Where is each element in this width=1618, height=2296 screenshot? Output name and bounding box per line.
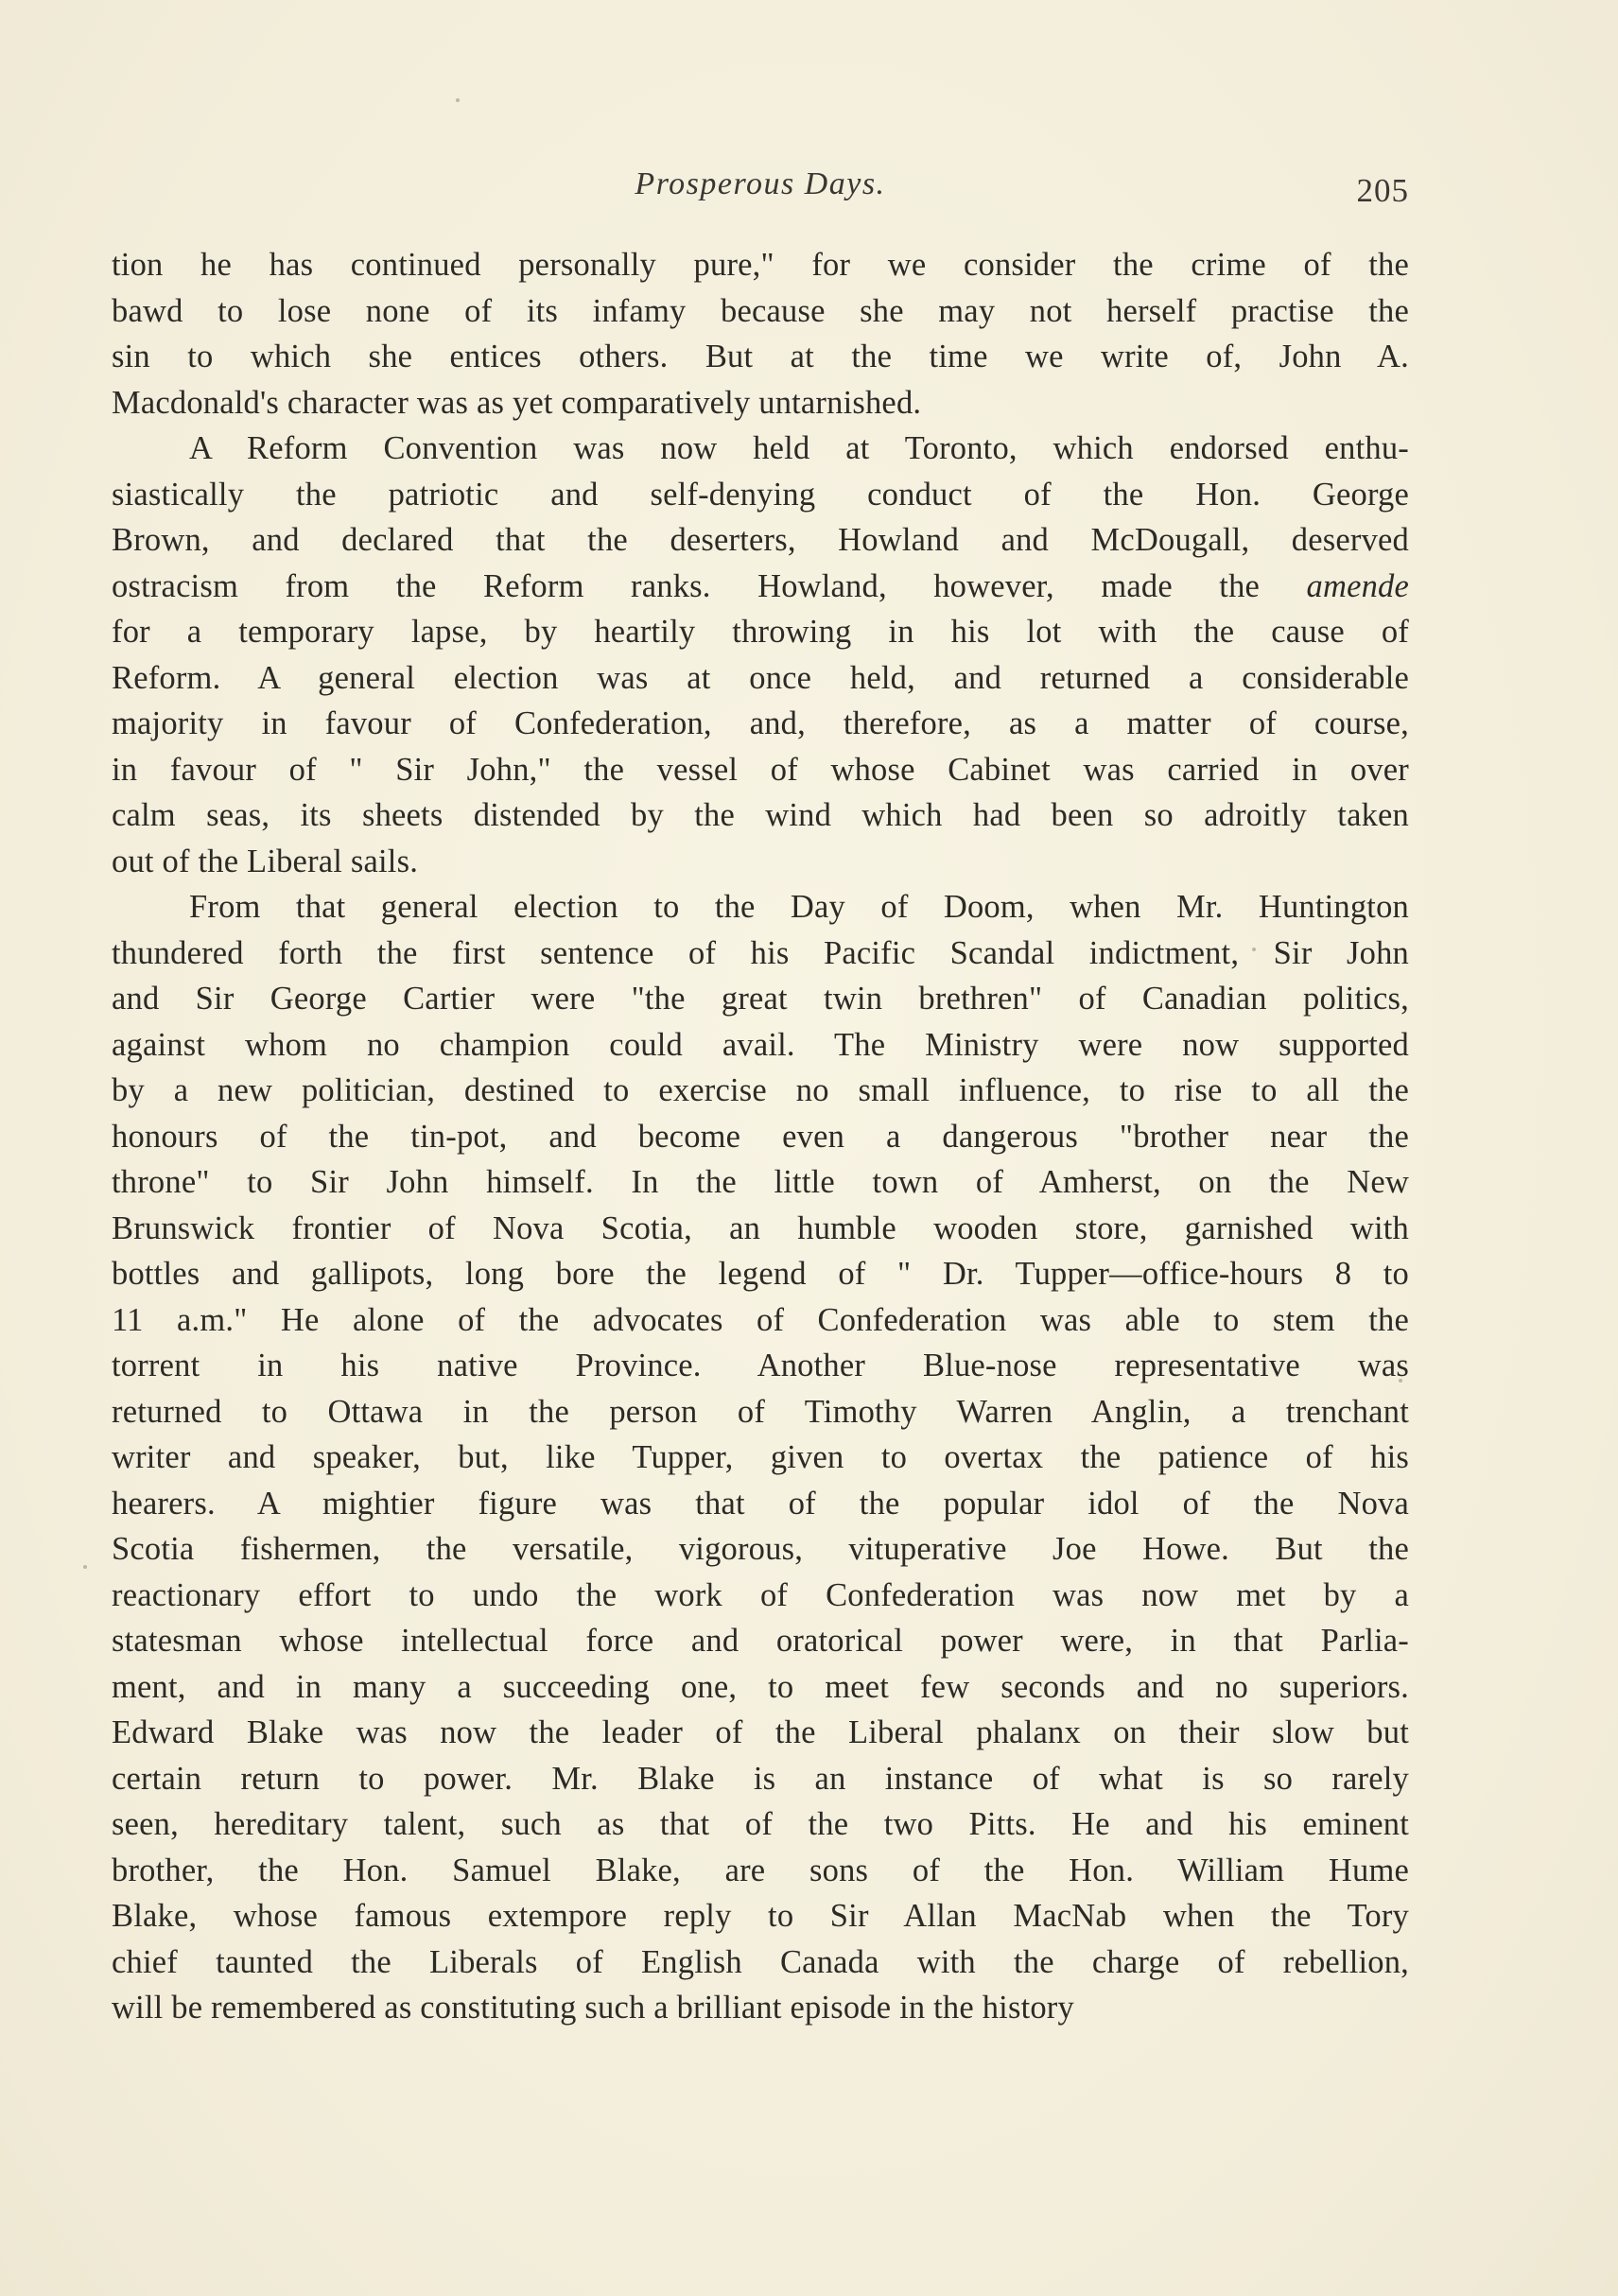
text-line: reactionary effort to undo the work of Confederation was now met by a bbox=[112, 1576, 1409, 1613]
text-line: by a new politician, destined to exercise no small influence, to rise to all the bbox=[112, 1072, 1409, 1108]
italic-word: amende bbox=[1306, 567, 1409, 604]
text-line: calm seas, its sheets distended by the wind which had been so adroitly taken bbox=[112, 797, 1409, 833]
text-line: Scotia fishermen, the versatile, vigorous, vituperative Joe Howe. But the bbox=[112, 1531, 1409, 1567]
text-line: Brunswick frontier of Nova Scotia, an humble wooden store, garnished with bbox=[112, 1209, 1409, 1246]
text-line: honours of the tin-pot, and become even a dangerous "brother near the bbox=[112, 1118, 1409, 1155]
text-line: seen, hereditary talent, such as that of the two Pitts. He and his eminent bbox=[112, 1806, 1409, 1842]
text-line: Brown, and declared that the deserters, Howland and McDougall, deserved bbox=[112, 522, 1409, 558]
text-line: bawd to lose none of its infamy because she may not herself practise the bbox=[112, 292, 1409, 329]
text-line: tion he has continued personally pure," for we consider the crime of the bbox=[112, 247, 1409, 283]
text-line: in favour of " Sir John," the vessel of whose Cabinet was carried in over bbox=[112, 751, 1409, 788]
paragraph bbox=[112, 242, 1409, 426]
text-line: torrent in his native Province. Another Blue-nose representative was bbox=[112, 1348, 1409, 1383]
text-line: Macdonald's character was as yet comparatively untarnished. bbox=[112, 384, 922, 421]
text-line: for a temporary lapse, by heartily throwing in his lot with the cause of bbox=[112, 614, 1409, 650]
text-line: thundered forth the first sentence of his Pacific Scandal indictment, Sir John bbox=[112, 934, 1409, 971]
text-line: certain return to power. Mr. Blake is an instance of what is so rarely bbox=[112, 1760, 1409, 1797]
text-line: sin to which she entices others. But at the time we write of, John A. bbox=[112, 339, 1409, 374]
text-line: siastically the patriotic and self-denying conduct of the Hon. George bbox=[112, 476, 1409, 513]
text-line: chief taunted the Liberals of English Canada with the charge of rebellion, bbox=[112, 1943, 1409, 1980]
text-line: writer and speaker, but, like Tupper, given to overtax the patience of his bbox=[112, 1439, 1409, 1475]
paper-speck bbox=[83, 1565, 87, 1569]
text-line: majority in favour of Confederation, and, therefore, as a matter of course, bbox=[112, 705, 1409, 741]
text-line: hearers. A mightier figure was that of the popular idol of the Nova bbox=[112, 1485, 1409, 1522]
paragraph bbox=[112, 884, 1409, 2031]
running-title: Prosperous Days. bbox=[635, 166, 886, 201]
text-line: ment, and in many a succeeding one, to meet few seconds and no superiors. bbox=[112, 1668, 1409, 1705]
text-line: will be remembered as constituting such a brilliant episode in the history bbox=[112, 1990, 1074, 2026]
text-line: returned to Ottawa in the person of Timothy Warren Anglin, a trenchant bbox=[112, 1393, 1409, 1430]
body-text bbox=[112, 242, 1409, 2031]
text-line: throne" to Sir John himself. In the little town of Amherst, on the New bbox=[112, 1164, 1409, 1200]
text-line: against whom no champion could avail. The Ministry were now supported bbox=[112, 1026, 1409, 1063]
text-line: ostracism from the Reform ranks. Howland, however, made the amende bbox=[112, 567, 1409, 604]
text-line: brother, the Hon. Samuel Blake, are sons of the Hon. William Hume bbox=[112, 1852, 1409, 1888]
page-header bbox=[112, 166, 1409, 214]
text-line: From that general election to the Day of Doom, when Mr. Huntington bbox=[189, 889, 1409, 925]
text-line: bottles and gallipots, long bore the legend of " Dr. Tupper—office-hours 8 to bbox=[112, 1256, 1409, 1292]
text-line: and Sir George Cartier were "the great twin brethren" of Canadian politics, bbox=[112, 981, 1409, 1017]
text-line: Blake, whose famous extempore reply to Sir Allan MacNab when the Tory bbox=[112, 1898, 1409, 1934]
text-line: Reform. A general election was at once held, and returned a considerable bbox=[112, 659, 1409, 696]
text-line: out of the Liberal sails. bbox=[112, 843, 419, 879]
text-line: A Reform Convention was now held at Toronto, which endorsed enthu- bbox=[189, 430, 1409, 466]
text-line: statesman whose intellectual force and oratorical power were, in that Parlia- bbox=[112, 1623, 1409, 1659]
paper-speck bbox=[456, 98, 460, 102]
text-line: Edward Blake was now the leader of the Liberal phalanx on their slow but bbox=[112, 1714, 1409, 1750]
page-number: 205 bbox=[1356, 172, 1409, 209]
paragraph bbox=[112, 426, 1409, 884]
text-line: 11 a.m." He alone of the advocates of Confederation was able to stem the bbox=[112, 1301, 1409, 1338]
